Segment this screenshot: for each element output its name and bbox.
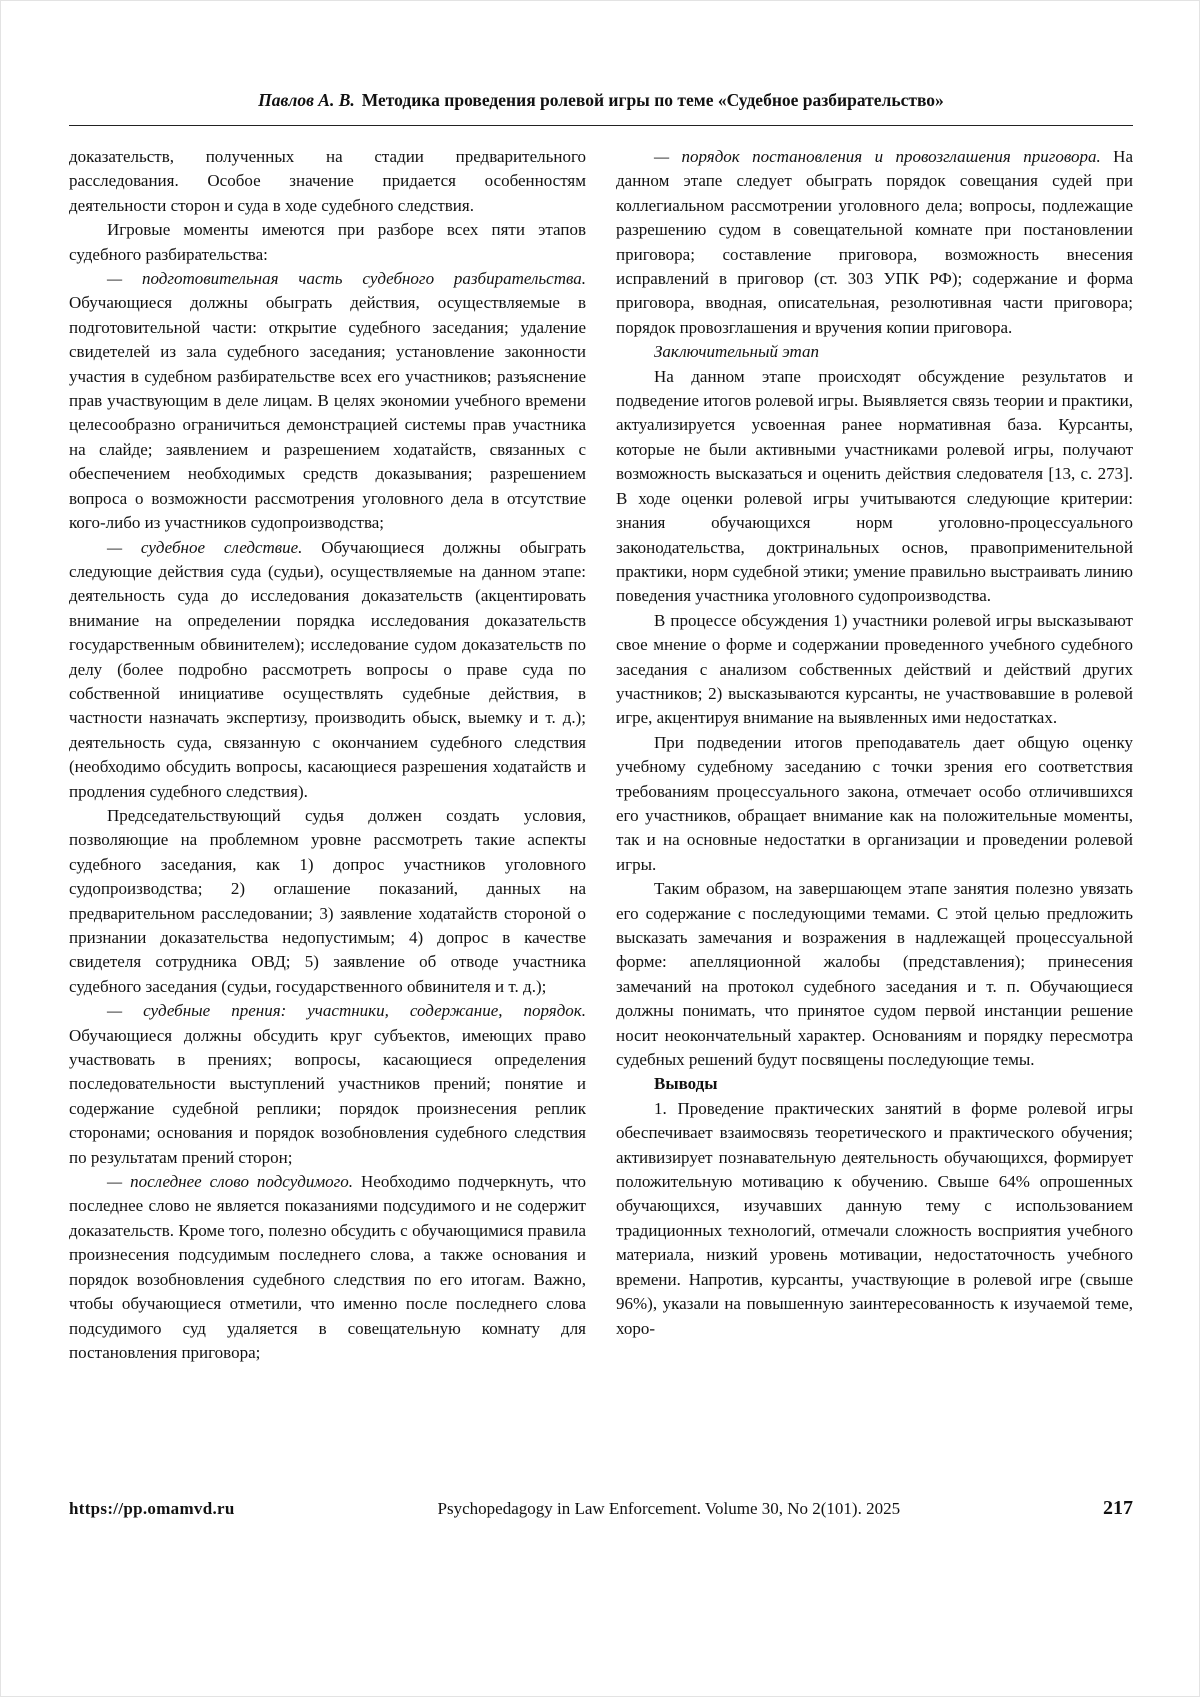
- paragraph: 1. Проведение практических занятий в форме ролевой игры обеспечивает взаимосвязь теоретического и практического обучения; активизирует познавательную деятельность обучающихся, формирует положительную мотивацию к обучению. Свыше 64% опрошенных обучающихся, изучавших данную тему с использованием традиционных технологий, отмечали сложность восприятия учебного материала, низкий уровень мотивации, недостаточность учебного времени. Напротив, курсанты, участвующие в ролевой игре (свыше 96%), указали на повышенную заинтересованность к изучаемой теме, хоро-: [616, 1098, 1133, 1338]
- list-item-preparatory-part: — подготовительная часть судебного разбирательства. Обучающиеся должны обыграть действия, осуществляемые в подготовительной части: открытие судебного заседания; удаление свидетелей из зала судебного заседания; установление законности участия в судебном разбирательстве всех его участников; разъяснение прав участвующим в деле лицам. В целях экономии учебного времени целесообразно ограничиться демонстрацией системы прав участника на слайде; заявлением и разрешением ходатайств, связанных с обеспечением необходимых средств доказывания; разрешением вопроса о возможности рассмотрения уголовного дела в отсутствие кого-либо из участников судопроизводства;: [69, 269, 586, 533]
- left-column: [69, 145, 586, 1365]
- paragraph: При подведении итогов преподаватель дает общую оценку учебному судебному заседанию с точки зрения его соответствия требованиям процессуального закона, отмечает особо отличившихся его участников, обращает внимание как на положительные моменты, так и на основные недостатки в организации и проведении ролевой игры.: [616, 732, 1133, 874]
- page-footer: [69, 1497, 1133, 1520]
- page-number: 217: [1103, 1497, 1133, 1519]
- paragraph-continued: доказательств, полученных на стадии предварительного расследования. Особое значение придается особенностям деятельности сторон и суда в ходе судебного следствия.: [69, 147, 586, 215]
- running-head-title: Методика проведения ролевой игры по теме «Судебное разбирательство»: [361, 90, 944, 110]
- paragraph: На данном этапе происходят обсуждение результатов и подведение итогов ролевой игры. Выявляется связь теории и практики, актуализируется усвоенная ранее нормативная база. Курсанты, которые не были активными участниками ролевой игры, получают возможность высказаться и оценить действия следователя [13, с. 273]. В ходе оценки ролевой игры учитываются следующие критерии: знания обучающихся норм уголовно-процессуального законодательства, доктринальных основ, правоприменительной практики, норм судебной этики; умение правильно выстраивать линию поведения участника уголовного судопроизводства.: [616, 366, 1133, 606]
- list-item-last-word: — последнее слово подсудимого. Необходимо подчеркнуть, что последнее слово не является показаниями подсудимого и не содержит доказательств. Кроме того, полезно обсудить с обучающимися правила произнесения подсудимым последнего слова, а также основания и порядок возобновления судебного следствия по его итогам. Важно, чтобы обучающиеся отметили, что именно после последнего слова подсудимого суд удаляется в совещательную комнату для постановления приговора;: [69, 1172, 586, 1362]
- list-item-debates: — судебные прения: участники, содержание, порядок. Обучающиеся должны обсудить круг субъектов, имеющих право участвовать в прениях; вопросы, касающиеся определения последовательности выступлений участников прений; понятие и содержание судебной реплики; порядок произнесения реплик сторонами; основания и порядок возобновления судебного следствия по результатам прений сторон;: [69, 1001, 586, 1167]
- journal-url-link[interactable]: https://pp.omamvd.ru: [69, 1499, 235, 1518]
- running-head: [69, 89, 1133, 112]
- paragraph: В процессе обсуждения 1) участники ролевой игры высказывают свое мнение о форме и содержании проведенного учебного судебного заседания с анализом собственных действий и действий других участников; 2) высказываются курсанты, не участвовавшие в ролевой игре, акцентируя внимание на выявленных ими недостатках.: [616, 610, 1133, 728]
- header-rule: [69, 125, 1133, 126]
- right-column: [616, 145, 1133, 1365]
- paragraph: Таким образом, на завершающем этапе занятия полезно увязать его содержание с последующими темами. С этой целью предложить высказать замечания и возражения в надлежащей процессуальной форме: апелляционной жалобы (представления); принесения замечаний на протокол судебного заседания и т. п. Обучающиеся должны понимать, что принятое судом первой инстанции решение носит неокончательный характер. Основаниям и порядку пересмотра судебных решений будут посвящены последующие темы.: [616, 879, 1133, 1070]
- list-item-verdict: — порядок постановления и провозглашения приговора. На данном этапе следует обыграть порядок совещания судей при коллегиальном рассмотрении уголовного дела; вопросы, подлежащие разрешению судом в совещательной комнате при постановлении приговора; составление приговора, возможность внесения исправлений в приговор (ст. 303 УПК РФ); содержание и форма приговора, вводная, описательная, резолютивная части приговора; порядок провозглашения и вручения копии приговора.: [616, 147, 1134, 337]
- article-body: [69, 145, 1133, 1365]
- paragraph: Игровые моменты имеются при разборе всех пяти этапов судебного разбирательства:: [69, 220, 586, 264]
- section-heading-conclusions: Выводы: [654, 1074, 718, 1094]
- journal-citation: Psychopedagogy in Law Enforcement. Volume 30, No 2(101). 2025: [437, 1499, 901, 1518]
- section-heading-final-stage: Заключительный этап: [654, 342, 819, 362]
- running-head-author: Павлов А. В.: [258, 90, 355, 110]
- list-item-judicial-investigation: — судебное следствие. Обучающиеся должны обыграть следующие действия суда (судьи), осуществляемые на данном этапе: деятельность суда до исследования доказательств (акцентировать внимание на определении порядка исследования доказательств государственным обвинителем); исследование судом доказательств по делу (более подробно рассмотреть вопросы о праве суда по собственной инициативе осуществлять судебные действия, в частности назначать экспертизу, производить обыск, выемку и т. д.); деятельность суда, связанную с окончанием судебного следствия (необходимо обсудить вопросы, касающиеся разрешения ходатайств и продления судебного следствия).: [69, 537, 586, 801]
- paragraph: Председательствующий судья должен создать условия, позволяющие на проблемном уровне рассмотреть такие аспекты судебного заседания, как 1) допрос участников уголовного судопроизводства; 2) оглашение показаний, данных на предварительном расследовании; 3) заявление ходатайств стороной о признании доказательства недопустимым; 4) допрос в качестве свидетеля сотрудника ОВД; 5) заявление об отводе участника судебного заседания (судьи, государственного обвинителя и т. д.);: [69, 805, 586, 996]
